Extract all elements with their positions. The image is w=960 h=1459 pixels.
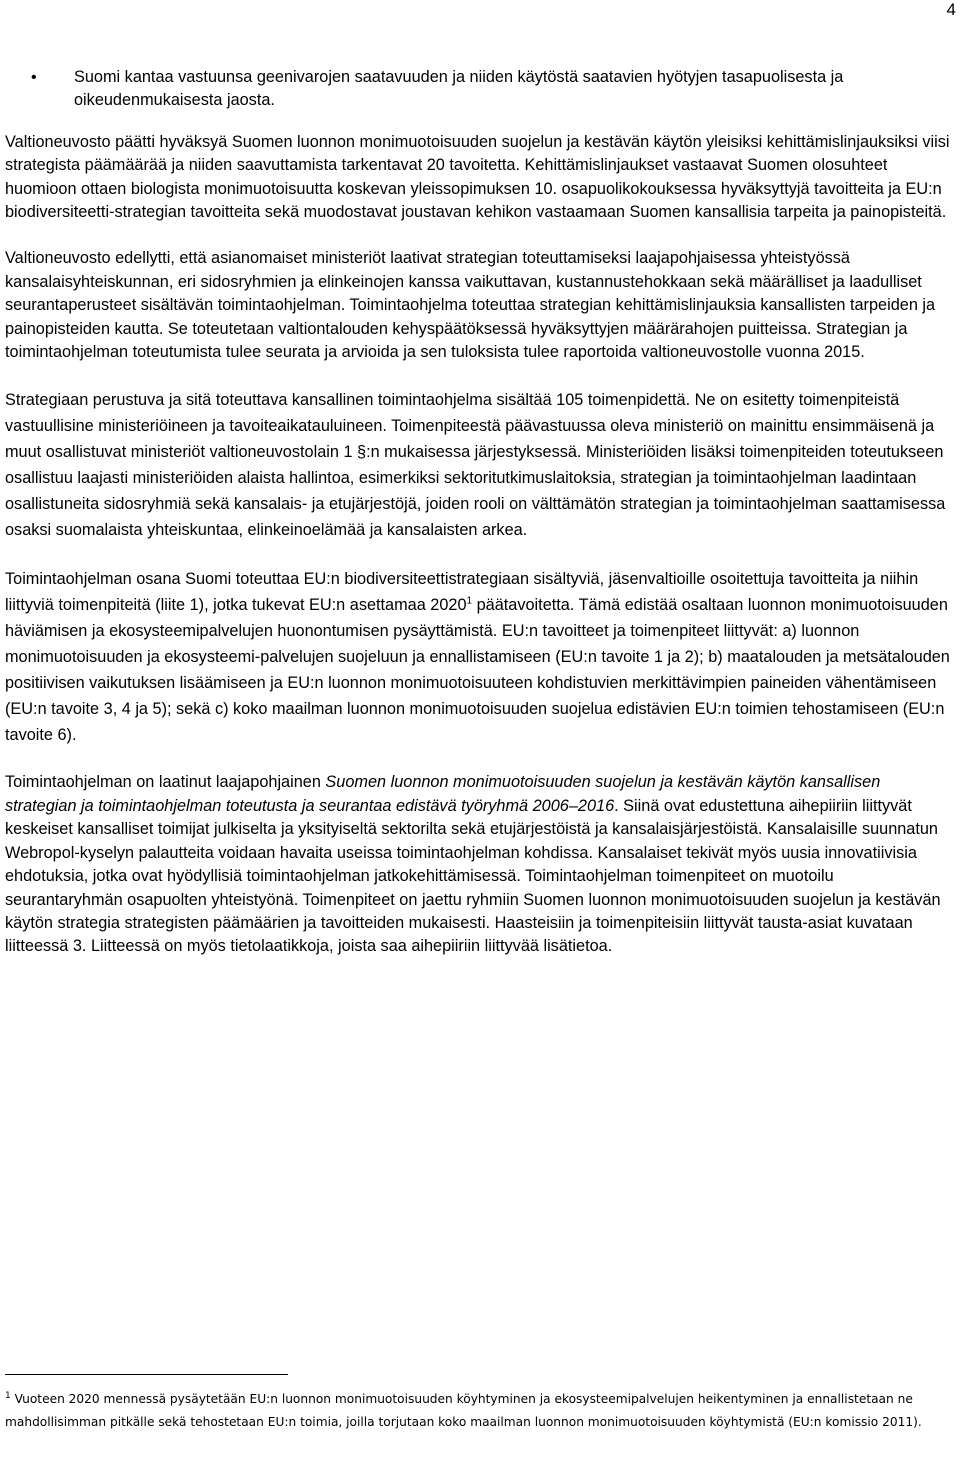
paragraph-action-measures: Strategiaan perustuva ja sitä toteuttava kansallinen toimintaohjelma sisältää 105 toimenpidettä. Ne on esitetty toimenpiteistä vastuullisine ministeriöineen ja tavoiteaikatauluineen. Toimenpiteestä päävastuussa oleva ministeriö on mainittu ensimmäisenä ja muut osallistuvat ministeriöt valtioneuvostolain 1 §:n mukaisessa järjestyksessä. Ministeriöiden lisäksi toimenpiteiden toteutukseen osallistuu laajasti ministeriöiden alaista hallintoa, esimerkiksi sektoritutkimuslaitoksia, strategian ja toimintaohjelman laadintaan osallistuneita sidosryhmiä sekä kansalais- ja etujärjestöjä, joiden rooli on välttämätön strategian ja toimintaohjelman saattamisessa osaksi suomalaista yhteiskuntaa, elinkeinoelämää ja kansalaisten arkea. bbox=[5, 391, 946, 540]
paragraph-working-group bbox=[5, 771, 955, 958]
footnote-divider bbox=[5, 1374, 288, 1375]
paragraph-text: Toimintaohjelman on laatinut laajapohjainen bbox=[5, 773, 326, 792]
footnote bbox=[5, 1388, 955, 1434]
bullet-dot-icon: • bbox=[31, 69, 37, 86]
paragraph-strategy-goals: Valtioneuvosto päätti hyväksyä Suomen luonnon monimuotoisuuden suojelun ja kestävän käytön yleisiksi kehittämislinjauksiksi viisi strategista päämäärää ja niiden saavuttamista tarkentavat 20 tavoitetta. Kehittämislinjaukset vastaavat Suomen olosuhteet huomioon ottaen biologista monimuotoisuutta koskevan yleissopimuksen 10. osapuolikokouksessa hyväksyttyjä tavoitteita ja EU:n biodiversiteetti-strategian tavoitteita sekä muodostavat joustavan kehikon vastaamaan Suomen kansallisia tarpeita ja painopisteitä. bbox=[5, 132, 950, 222]
bullet-item bbox=[31, 66, 955, 113]
document-body bbox=[5, 66, 955, 959]
paragraph-text: Toimintaohjelman osana Suomi toteuttaa EU:n biodiversiteettistrategiaan sisältyviä, jäsenvaltioille osoitettuja tavoitteita ja niihin liittyviä toimenpiteitä (liite 1), jotka tukevat EU:n asettamaa 2020 bbox=[5, 570, 919, 615]
paragraph-text: . Siinä ovat edustettuna aihepiiriin liittyvät keskeiset kansalliset toimijat julkiselta ja yksityiseltä sektorilta sekä etujärjestöistä ja kansalaisjärjestöistä. Kansalaisille suunnatun Webropol-kyselyn palautteita voidaan havaita useissa toimintaohjelman kohdissa. Kansalaiset tekivät myös uusia innovatiivisia ehdotuksia, jotka ovat hyödyllisiä toimintaohjelman jatkokehittämisessä. Toimintaohjelman toimenpiteet on muotoilu seurantaryhmän osapuolten yhteistyönä. Toimenpiteet on jaettu ryhmiin Suomen luonnon monimuotoisuuden suojelun ja kestävän käytön strategia strategisten päämäärien ja tavoitteiden mukaisesti. Haasteisiin ja toimenpiteisiin liittyvät tausta-asiat kuvataan liitteessä 3. Liitteessä on myös tietolaatikkoja, joista saa aihepiiriin liittyvää lisätietoa. bbox=[5, 796, 941, 956]
paragraph-action-program-requirements: Valtioneuvosto edellytti, että asianomaiset ministeriöt laativat strategian toteuttamiseksi laajapohjaisessa yhteistyössä kansalaisyhteiskunnan, eri sidosryhmien ja elinkeinojen kanssa vaikuttavan, kustannustehokkaan sekä määrälliset ja laadulliset seurantaperusteet sisältävän toimintaohjelman. Toimintaohjelma toteuttaa strategian kehittämislinjauksia kansallisten tarpeiden ja painopisteiden kautta. Se toteutetaan valtiontalouden kehyspäätöksessä hyväksyttyjen määrärahojen puitteissa. Strategian ja toimintaohjelman toteutumista tulee seurata ja arvioida ja sen tuloksista tulee raportoida valtioneuvostolle vuonna 2015. bbox=[5, 249, 936, 362]
footnote-reference: 1 bbox=[466, 596, 473, 608]
paragraph-text: päätavoitetta. Tämä edistää osaltaan luonnon monimuotoisuuden häviämisen ja ekosysteemipalvelujen huonontumisen pysäyttämistä. EU:n tavoitteet ja toimenpiteet liittyvät: a) luonnon monimuotoisuuden ja ekosysteemi-palvelujen suojeluun ja ennallistamiseen (EU:n tavoite 1 ja 2); b) maatalouden ja metsätalouden positiivisen vaikutuksen lisäämiseen ja EU:n luonnon monimuotoisuuteen kohdistuvien merkittävimpien paineiden vähentämiseen (EU:n tavoite 3, 4 ja 5); sekä c) koko maailman luonnon monimuotoisuuden suojelua edistävien EU:n toimien tehostamiseen (EU:n tavoite 6). bbox=[5, 596, 950, 745]
bullet-text: Suomi kantaa vastuunsa geenivarojen saatavuuden ja niiden käytöstä saatavien hyötyjen tasapuolisesta ja oikeudenmukaisesta jaosta. bbox=[74, 68, 844, 110]
footnote-marker: 1 bbox=[5, 1390, 11, 1401]
paragraph-eu-biodiversity bbox=[5, 566, 955, 748]
page-number: 4 bbox=[946, 0, 956, 19]
bullet-list bbox=[5, 66, 955, 113]
working-group-title: Suomen luonnon monimuotoisuuden suojelun ja kestävän käytön kansallisen strategian ja toimintaohjelman toteutusta ja seurantaa edistävä työryhmä 2006–2016 bbox=[5, 773, 881, 815]
footnote-text: Vuoteen 2020 mennessä pysäytetään EU:n luonnon monimuotoisuuden köyhtyminen ja ekosysteemipalvelujen heikentyminen ja ennallistetaan ne mahdollisimman pitkälle sekä tehostetaan EU:n toimia, joilla torjutaan koko maailman luonnon monimuotoisuuden köyhtymistä (EU:n komissio 2011). bbox=[5, 1392, 922, 1430]
